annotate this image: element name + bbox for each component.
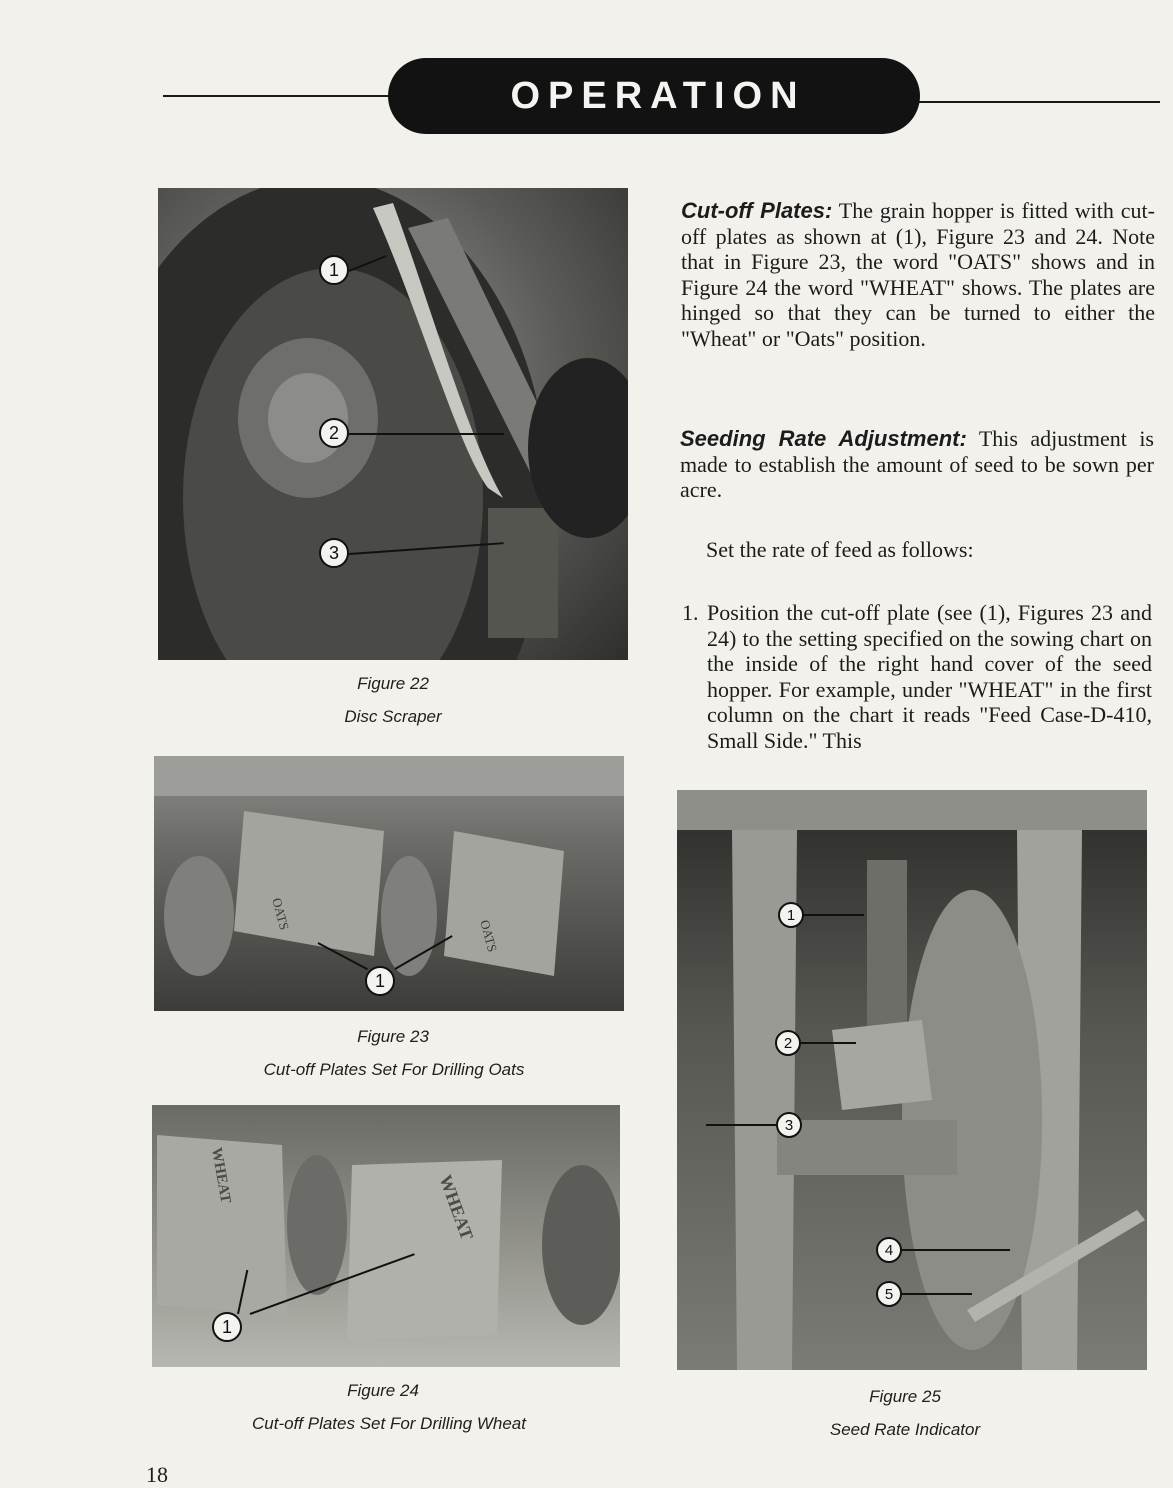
figure-23-number: Figure 23 xyxy=(357,1027,429,1046)
figure-25-title: Seed Rate Indicator xyxy=(829,1420,981,1439)
figure-22-photo xyxy=(158,188,628,660)
cutoff-plates-body: The grain hopper is fitted with cut-off plates as shown at (1), Figure 23 and 24. Note that in Figure 23, the word "OATS" shows and in Figure 24 the word "WHEAT" shows. The plates are hinged so that they can be turned to either the "Wheat" or "Oats" position. xyxy=(681,198,1155,351)
figure-25-callout-4: 4 xyxy=(876,1237,902,1263)
figure-25-photo xyxy=(677,790,1147,1370)
figure-24-plate-label-1: WHEAT xyxy=(207,1146,234,1205)
figure-22-callout-1: 1 xyxy=(319,255,349,285)
section-banner xyxy=(388,58,920,134)
figure-24-number: Figure 24 xyxy=(347,1381,419,1400)
figure-22-leader-2 xyxy=(349,433,504,435)
section-title: OPERATION xyxy=(510,74,806,117)
cutoff-plates-heading: Cut-off Plates: xyxy=(681,198,833,223)
figure-25-leader-2 xyxy=(801,1042,856,1044)
figure-25-callout-3: 3 xyxy=(776,1112,802,1138)
figure-25-number: Figure 25 xyxy=(869,1387,941,1406)
figure-25-leader-1 xyxy=(804,914,864,916)
figure-22-number: Figure 22 xyxy=(357,674,429,693)
figure-25-callout-1: 1 xyxy=(778,902,804,928)
header-rule-left xyxy=(163,95,393,97)
figure-24-title: Cut-off Plates Set For Drilling Wheat xyxy=(252,1414,526,1433)
set-rate-line: Set the rate of feed as follows: xyxy=(706,537,974,562)
figure-24-callout-1: 1 xyxy=(212,1312,242,1342)
seeding-rate-body: This adjustment is made to establish the amount of seed to be sown per acre. xyxy=(680,426,1154,502)
figure-25-leader-3 xyxy=(706,1124,776,1126)
cutoff-plates-paragraph xyxy=(681,198,1155,351)
figure-25-leader-5 xyxy=(902,1293,972,1295)
figure-22-callout-3: 3 xyxy=(319,538,349,568)
figure-25-leader-4 xyxy=(902,1249,1010,1251)
step-1-number: 1. xyxy=(682,600,699,625)
figure-25-callout-2: 2 xyxy=(775,1030,801,1056)
page-number: 18 xyxy=(146,1462,168,1487)
header-rule-right xyxy=(915,101,1160,103)
figure-22-title: Disc Scraper xyxy=(344,707,442,726)
figure-23-plate-label-1: OATS xyxy=(269,896,293,932)
figure-23-callout-1: 1 xyxy=(365,966,395,996)
figure-22-callout-2: 2 xyxy=(319,418,349,448)
seeding-rate-paragraph xyxy=(680,426,1154,503)
step-1-body: Position the cut-off plate (see (1), Figures 23 and 24) to the setting specified on the sowing chart on the inside of the right hand cover of the seed hopper. For example, under "WHEAT" in the first column on the chart it reads "Feed Case-D-410, Small Side." This xyxy=(707,600,1152,753)
figure-23-title: Cut-off Plates Set For Drilling Oats xyxy=(263,1060,525,1079)
figure-23-plate-label-2: OATS xyxy=(477,918,501,954)
seeding-rate-heading: Seeding Rate Adjustment: xyxy=(680,426,967,451)
figure-24-plate-label-2: WHEAT xyxy=(435,1172,478,1243)
figure-25-callout-5: 5 xyxy=(876,1281,902,1307)
